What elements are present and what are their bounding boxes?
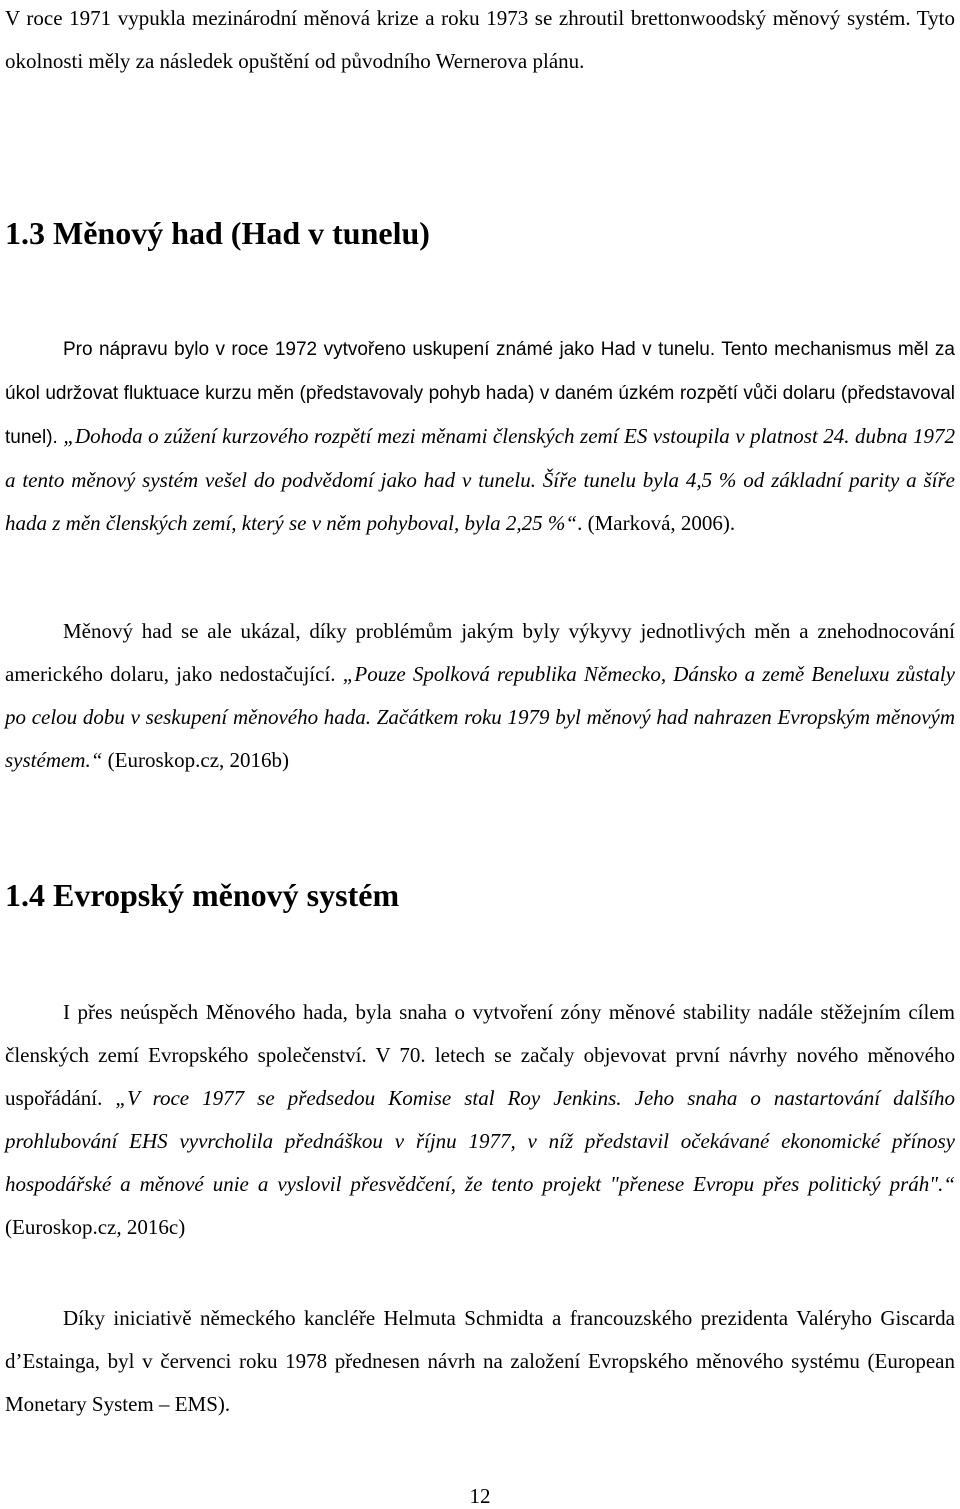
- section-number: 1.4: [5, 877, 45, 913]
- quotation: „Dohoda o zúžení kurzového rozpětí mezi měnami členských zemí ES vstoupila v platnost 24. dubna 1972 a tento měnový systém vešel do podvědomí jako had v tunelu. Šíře tunelu byla 4,5 % od základní parity a šíře hada z měn členských zemí, který se v něm pohyboval, byla 2,25 %“: [5, 424, 955, 535]
- citation: (Euroskop.cz, 2016c): [5, 1215, 186, 1239]
- paragraph-plain-text: I přes neúspěch Měnového hada, byla snaha o vytvoření zóny měnové stability nadále stěžejním cílem členských zemí Evropského společenství. V 70. letech se začaly objevovat první návrhy nového měnového uspořádání.: [5, 1000, 955, 1110]
- quotation: „V roce 1977 se předsedou Komise stal Roy Jenkins. Jeho snaha o nastartování dalšího prohlubování EHS vyvrcholila přednáškou v říjnu 1977, v níž představil očekávané ekonomické přínosy hospodářské a měnové unie a vyslovil přesvědčení, že tento projekt "přenese Evropu přes politický práh".“: [5, 1086, 955, 1196]
- section-heading-1-3: [5, 213, 430, 253]
- quotation: „Pouze Spolková republika Německo, Dánsko a země Beneluxu zůstaly po celou dobu v seskupení měnového hada. Začátkem roku 1979 byl měnový had nahrazen Evropským měnovým systémem.“: [5, 662, 955, 772]
- paragraph-ems-navrh: Díky iniciativě německého kancléře Helmuta Schmidta a francouzského prezidenta Valéryho Giscarda d’Estainga, byl v červenci roku 1978 přednesen návrh na založení Evropského měnového systému (European Monetary System – EMS).: [5, 1306, 955, 1416]
- paragraph-plain-text: Měnový had se ale ukázal, díky problémům jakým byly výkyvy jednotlivých měn a znehodnocování amerického dolaru, jako nedostačující.: [5, 619, 955, 686]
- paragraph-ems-snaha: [5, 991, 955, 1249]
- citation: . (Marková, 2006).: [577, 511, 736, 535]
- section-title: Evropský měnový systém: [53, 877, 400, 913]
- page-number: 12: [469, 1484, 491, 1508]
- citation: (Euroskop.cz, 2016b): [102, 748, 290, 772]
- section-heading-1-4: [5, 875, 399, 915]
- paragraph-had-nahrazen: [5, 610, 955, 782]
- section-number: 1.3: [5, 215, 45, 251]
- section-title: Měnový had (Had v tunelu): [53, 215, 430, 251]
- paragraph-had-v-tunelu: [5, 327, 955, 545]
- paragraph-intro: V roce 1971 vypukla mezinárodní měnová krize a roku 1973 se zhroutil brettonwoodský měnový systém. Tyto okolnosti měly za následek opuštění od původního Wernerova plánu.: [5, 6, 955, 73]
- paragraph-plain-text: Pro nápravu bylo v roce 1972 vytvořeno uskupení známé jako Had v tunelu. Tento mechanismus měl za úkol udržovat fluktuace kurzu měn (představovaly pohyb hada) v daném úzkém rozpětí vůči dolaru (představoval tunel).: [5, 339, 955, 448]
